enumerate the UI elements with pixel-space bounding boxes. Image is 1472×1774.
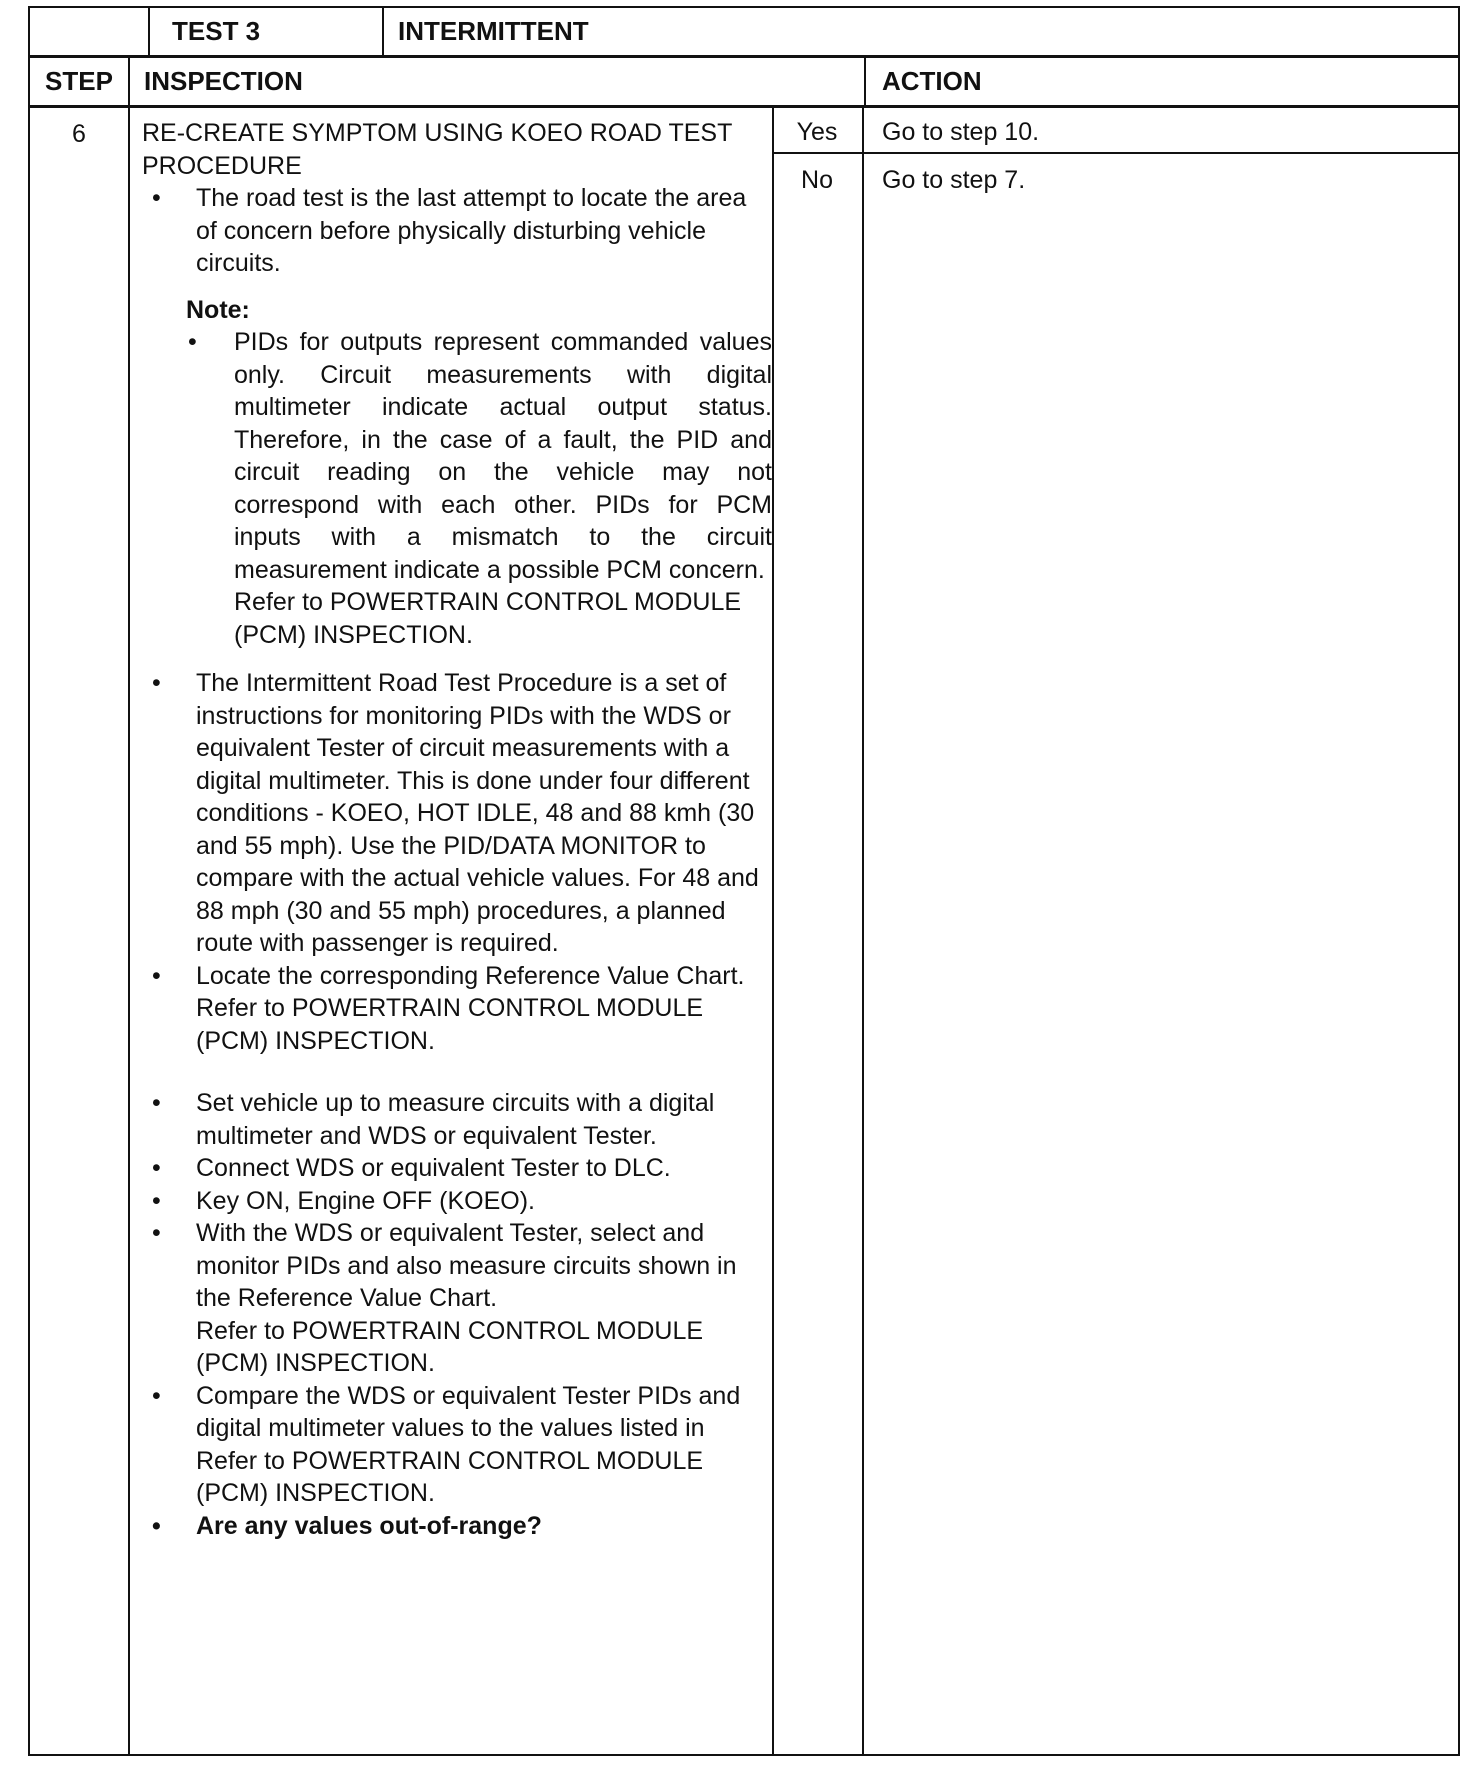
yes-action: Go to step 10. bbox=[882, 118, 1040, 146]
table-row bbox=[30, 108, 1458, 1754]
no-action: Go to step 7. bbox=[882, 166, 1026, 194]
reference-text: Refer to POWERTRAIN CONTROL MODULE (PCM) INSPECTION. bbox=[196, 1446, 704, 1507]
note-block bbox=[186, 294, 772, 652]
step-column-header: STEP bbox=[45, 66, 113, 96]
test-number: TEST 3 bbox=[148, 8, 384, 55]
reference-text: Refer to POWERTRAIN CONTROL MODULE (PCM) INSPECTION. bbox=[196, 1316, 704, 1377]
list-item-text: Compare the WDS or equivalent Tester PIDs and digital multimeter values to the values listed in bbox=[196, 1381, 741, 1442]
inspection-content bbox=[142, 117, 772, 1542]
list-item: • Set vehicle up to measure circuits with a digital multimeter and WDS or equivalent Tester. bbox=[142, 1087, 772, 1152]
note-reference: Refer to POWERTRAIN CONTROL MODULE (PCM) INSPECTION. bbox=[234, 588, 742, 649]
action-column-header: ACTION bbox=[864, 58, 1458, 105]
list-item bbox=[142, 1380, 772, 1510]
list-item bbox=[142, 960, 772, 1058]
list-item: • Key ON, Engine OFF (KOEO). bbox=[142, 1185, 772, 1218]
yes-label: Yes bbox=[796, 118, 838, 146]
list-item: • Connect WDS or equivalent Tester to DLC. bbox=[142, 1152, 772, 1185]
list-item: • The Intermittent Road Test Procedure is a set of instructions for monitoring PIDs with the WDS or equivalent Tester of circuit measurements with a digital multimeter. This is done under four different conditions - KOEO, HOT IDLE, 48 and 88 kmh (30 and 55 mph). Use the PID/DATA MONITOR to compare with the actual vehicle values. For 48 and 88 mph (30 and 55 mph) procedures, a planned route with passenger is required. bbox=[142, 667, 772, 960]
inspection-column-header: INSPECTION bbox=[128, 58, 864, 105]
question: • Are any values out-of-range? bbox=[142, 1510, 772, 1543]
table-header-row bbox=[30, 58, 1458, 108]
list-item-text: Locate the corresponding Reference Value Chart. bbox=[196, 961, 745, 990]
list-item: • The road test is the last attempt to locate the area of concern before physically disturbing vehicle circuits. bbox=[142, 182, 772, 280]
column-divider bbox=[772, 108, 774, 1754]
no-label: No bbox=[801, 166, 833, 194]
procedure-table bbox=[28, 6, 1460, 1756]
yes-row-divider bbox=[774, 152, 1458, 154]
note-title: Note: bbox=[186, 295, 250, 324]
reference-text: Refer to POWERTRAIN CONTROL MODULE (PCM) INSPECTION. bbox=[196, 994, 704, 1055]
test-name: INTERMITTENT bbox=[398, 16, 589, 46]
column-divider bbox=[862, 108, 864, 1754]
list-item bbox=[142, 1217, 772, 1380]
step-heading: RE-CREATE SYMPTOM USING KOEO ROAD TEST PROCEDURE bbox=[142, 119, 732, 180]
note-text: • PIDs for outputs represent commanded values only. Circuit measurements with digital multimeter indicate actual output status. Therefore, in the case of a fault, the PID and circuit reading on the vehicle may not correspond with each other. PIDs for PCM inputs with a mismatch to the circuit measurement indicate a possible PCM concern. bbox=[186, 326, 772, 586]
list-item-text: With the WDS or equivalent Tester, select and monitor PIDs and also measure circuits shown in the Reference Value Chart. bbox=[196, 1219, 737, 1312]
column-divider bbox=[128, 108, 130, 1754]
step-number: 6 bbox=[72, 120, 86, 148]
table-title-row bbox=[30, 8, 1458, 58]
